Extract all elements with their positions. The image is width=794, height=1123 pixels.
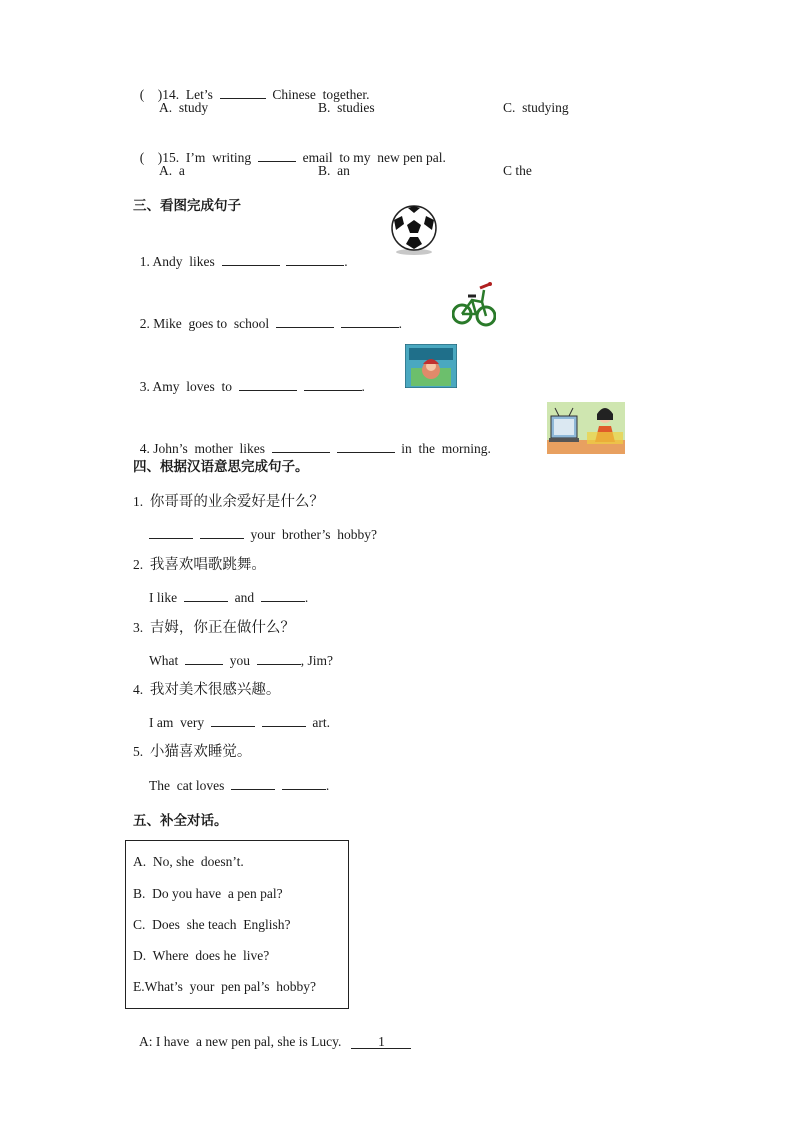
- item-tail: .: [344, 254, 348, 269]
- question-number: 14.: [162, 87, 180, 102]
- bicycle-icon: [452, 278, 496, 328]
- answer-blank[interactable]: [276, 314, 334, 328]
- item-number: 1.: [139, 254, 150, 269]
- chinese-prompt: 我喜欢唱歌跳舞。: [149, 557, 266, 573]
- s3-item-4: [133, 421, 491, 458]
- dialogue-option-b: B. Do you have a pen pal?: [133, 886, 283, 901]
- soccer-ball-icon: [388, 204, 440, 256]
- item-number: 3.: [139, 379, 150, 394]
- q14-option-b[interactable]: B. studies: [318, 100, 375, 115]
- item-number: 4.: [139, 441, 150, 456]
- english-text: .: [325, 778, 330, 793]
- question-text: I’m writing: [185, 150, 252, 165]
- english-text: art.: [312, 715, 330, 730]
- s3-item-1: [133, 234, 348, 271]
- answer-blank[interactable]: [282, 776, 326, 790]
- english-text: .: [304, 590, 309, 605]
- dialogue-options-box: [125, 840, 349, 1009]
- english-text: What: [149, 653, 179, 668]
- item-number: 5.: [133, 744, 144, 759]
- item-tail: .: [361, 379, 365, 394]
- answer-blank[interactable]: [341, 314, 399, 328]
- item-number: 1.: [133, 494, 144, 509]
- answer-blank[interactable]: [258, 148, 296, 162]
- answer-paren: ( ): [139, 150, 163, 165]
- section-5-heading: 五、补全对话。: [133, 813, 228, 829]
- dialogue-line-1: [133, 1015, 411, 1051]
- answer-blank[interactable]: [231, 776, 275, 790]
- q15-option-c[interactable]: C the: [503, 163, 532, 178]
- answer-blank[interactable]: [211, 713, 255, 727]
- blank-number: 1: [378, 1034, 385, 1049]
- item-tail: in the morning.: [401, 441, 491, 456]
- chinese-prompt: 吉姆，你正在做什么？: [149, 620, 295, 636]
- s4-item-5-en: [149, 776, 329, 795]
- chinese-prompt: 小猫喜欢睡觉。: [149, 744, 252, 760]
- answer-blank[interactable]: [222, 252, 280, 266]
- s4-item-4-cn: [133, 681, 280, 699]
- q15-option-a[interactable]: A. a: [159, 163, 185, 178]
- answer-blank[interactable]: [286, 252, 344, 266]
- item-text: Andy likes: [152, 254, 215, 269]
- answer-blank[interactable]: [220, 85, 266, 99]
- answer-blank[interactable]: [149, 525, 193, 539]
- item-number: 4.: [133, 682, 144, 697]
- answer-blank[interactable]: [185, 651, 223, 665]
- s4-item-1-en: [149, 525, 377, 544]
- question-text: Let’s: [185, 87, 213, 102]
- s4-item-4-en: [149, 713, 330, 732]
- english-text: , Jim?: [300, 653, 333, 668]
- item-text: John’s mother likes: [153, 441, 265, 456]
- item-number: 2.: [133, 557, 144, 572]
- dialogue-text: A: I have a new pen pal, she is Lucy.: [139, 1034, 342, 1049]
- answer-blank[interactable]: [351, 1033, 411, 1049]
- s4-item-3-cn: [133, 619, 295, 637]
- q15-option-b[interactable]: B. an: [318, 163, 350, 178]
- answer-blank[interactable]: [262, 713, 306, 727]
- section-4-heading: 四、根据汉语意思完成句子。: [133, 459, 309, 475]
- s3-item-3: [133, 359, 365, 396]
- english-text: I like: [149, 590, 178, 605]
- s4-item-3-en: [149, 651, 333, 670]
- girl-watching-tv-icon: [547, 402, 625, 454]
- dialogue-option-d: D. Where does he live?: [133, 948, 270, 963]
- answer-blank[interactable]: [272, 439, 330, 453]
- item-text: Amy loves to: [152, 379, 233, 394]
- s4-item-2-en: [149, 588, 308, 607]
- s4-item-2-cn: [133, 556, 266, 574]
- english-text: you: [229, 653, 250, 668]
- dialogue-option-a: A. No, she doesn’t.: [133, 854, 244, 869]
- dialogue-option-e: E.What’s your pen pal’s hobby?: [133, 979, 316, 994]
- item-number: 2.: [139, 316, 150, 331]
- answer-blank[interactable]: [200, 525, 244, 539]
- answer-paren: ( ): [139, 87, 163, 102]
- s3-item-2: [133, 296, 402, 333]
- english-text: I am very: [149, 715, 205, 730]
- chinese-prompt: 我对美术很感兴趣。: [149, 682, 281, 698]
- item-number: 3.: [133, 620, 144, 635]
- english-text: The cat loves: [149, 778, 225, 793]
- english-text: and: [234, 590, 255, 605]
- q14-option-c[interactable]: C. studying: [503, 100, 569, 115]
- answer-blank[interactable]: [337, 439, 395, 453]
- chinese-prompt: 你哥哥的业余爱好是什么？: [149, 494, 324, 510]
- question-text-tail: email to my new pen pal.: [302, 150, 446, 165]
- dialogue-option-c: C. Does she teach English?: [133, 917, 291, 932]
- q14-option-a[interactable]: A. study: [159, 100, 209, 115]
- answer-blank[interactable]: [257, 651, 301, 665]
- item-text: Mike goes to school: [153, 316, 270, 331]
- s4-item-5-cn: [133, 743, 251, 761]
- storybook-icon: [405, 344, 457, 388]
- s4-item-1-cn: [133, 493, 324, 511]
- section-3-heading: 三、看图完成句子: [133, 198, 241, 214]
- question-text-tail: Chinese together.: [272, 87, 370, 102]
- question-number: 15.: [162, 150, 180, 165]
- answer-blank[interactable]: [304, 377, 362, 391]
- answer-blank[interactable]: [239, 377, 297, 391]
- item-tail: .: [398, 316, 402, 331]
- english-text: your brother’s hobby?: [250, 527, 377, 542]
- answer-blank[interactable]: [184, 588, 228, 602]
- answer-blank[interactable]: [261, 588, 305, 602]
